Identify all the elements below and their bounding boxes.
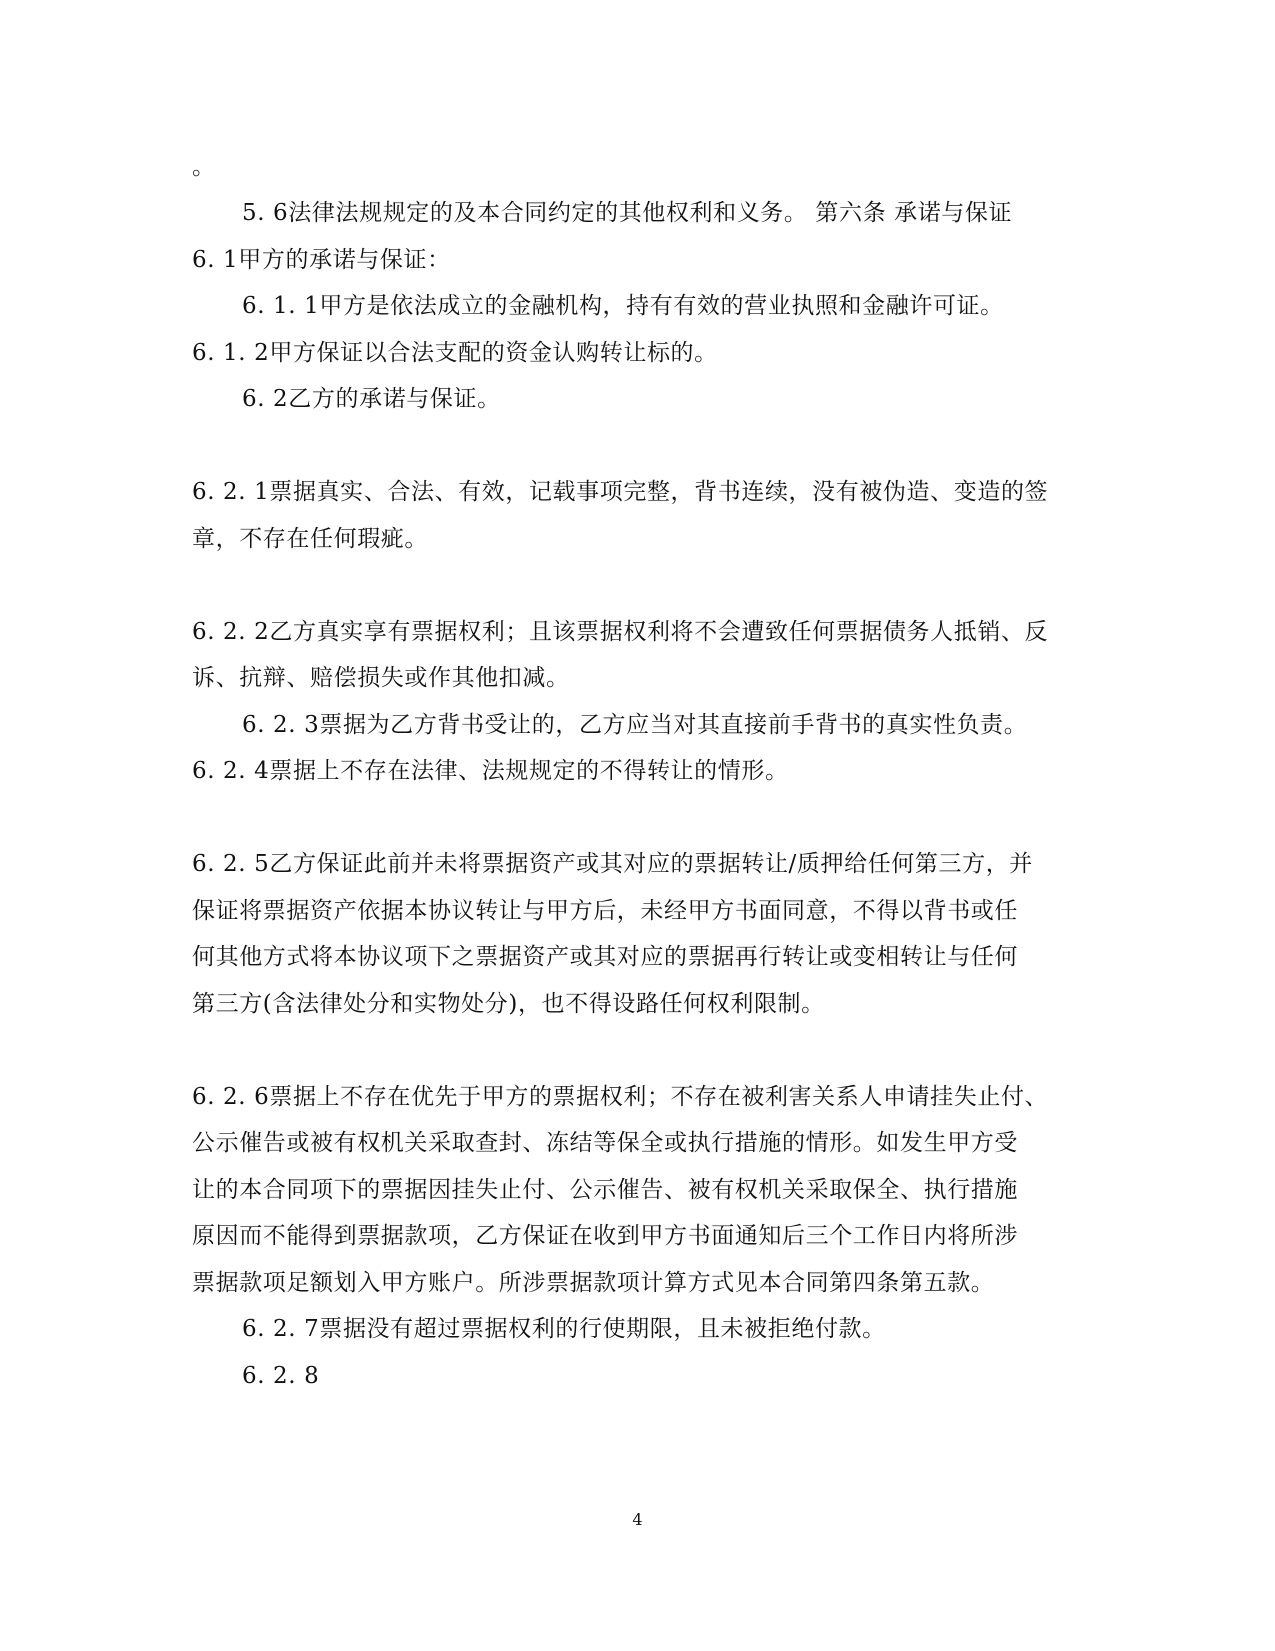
text-line: 公示催告或被有权机关采取查封、冻结等保全或执行措施的情形。如发生甲方受 xyxy=(192,1130,1018,1156)
text-line: 章，不存在任何瑕疵。 xyxy=(192,526,428,552)
text-line: 让的本合同项下的票据因挂失止付、公示催告、被有权机关采取保全、执行措施 xyxy=(192,1177,1018,1203)
text-line: 6. 2. 3票据为乙方背书受让的，乙方应当对其直接前手背书的真实性负责。 xyxy=(242,712,1028,738)
text-line: 6. 2. 2乙方真实享有票据权利；且该票据权利将不会遭致任何票据债务人抵销、反 xyxy=(192,619,1049,645)
text-line: 诉、抗辩、赔偿损失或作其他扣减。 xyxy=(192,665,570,691)
text-line: 6. 2. 5乙方保证此前并未将票据资产或其对应的票据转让/质押给任何第三方，并 xyxy=(192,851,1033,877)
text-line: 票据款项足额划入甲方账户。所涉票据款项计算方式见本合同第四条第五款。 xyxy=(192,1270,995,1296)
page-number: 4 xyxy=(632,1510,643,1529)
text-line: 6. 2乙方的承诺与保证。 xyxy=(242,386,501,412)
text-line: 6. 2. 6票据上不存在优先于甲方的票据权利；不存在被利害关系人申请挂失止付、 xyxy=(192,1084,1049,1110)
text-line: 5. 6法律法规规定的及本合同约定的其他权利和义务。 第六条 承诺与保证 xyxy=(242,200,1013,226)
text-line: 6. 2. 4票据上不存在法律、法规规定的不得转让的情形。 xyxy=(192,758,789,784)
text-line: 6. 1甲方的承诺与保证： xyxy=(192,247,451,273)
text-line: 保证将票据资产依据本协议转让与甲方后，未经甲方书面同意，不得以背书或任 xyxy=(192,898,1018,924)
text-line: 6. 2. 1票据真实、合法、有效，记载事项完整，背书连续，没有被伪造、变造的签 xyxy=(192,479,1049,505)
text-line: 6. 1. 1甲方是依法成立的金融机构，持有有效的营业执照和金融许可证。 xyxy=(242,293,1004,319)
text-line: 原因而不能得到票据款项，乙方保证在收到甲方书面通知后三个工作日内将所涉 xyxy=(192,1223,1018,1249)
text-line: 何其他方式将本协议项下之票据资产或其对应的票据再行转让或变相转让与任何 xyxy=(192,944,1018,970)
text-line: 6. 1. 2甲方保证以合法支配的资金认购转让标的。 xyxy=(192,340,718,366)
text-line: 6. 2. 8 xyxy=(242,1363,320,1389)
text-line: 第三方(含法律处分和实物处分)，也不得设路任何权利限制。 xyxy=(192,991,825,1017)
text-line: 。 xyxy=(192,154,216,180)
text-line: 6. 2. 7票据没有超过票据权利的行使期限，且未被拒绝付款。 xyxy=(242,1316,886,1342)
